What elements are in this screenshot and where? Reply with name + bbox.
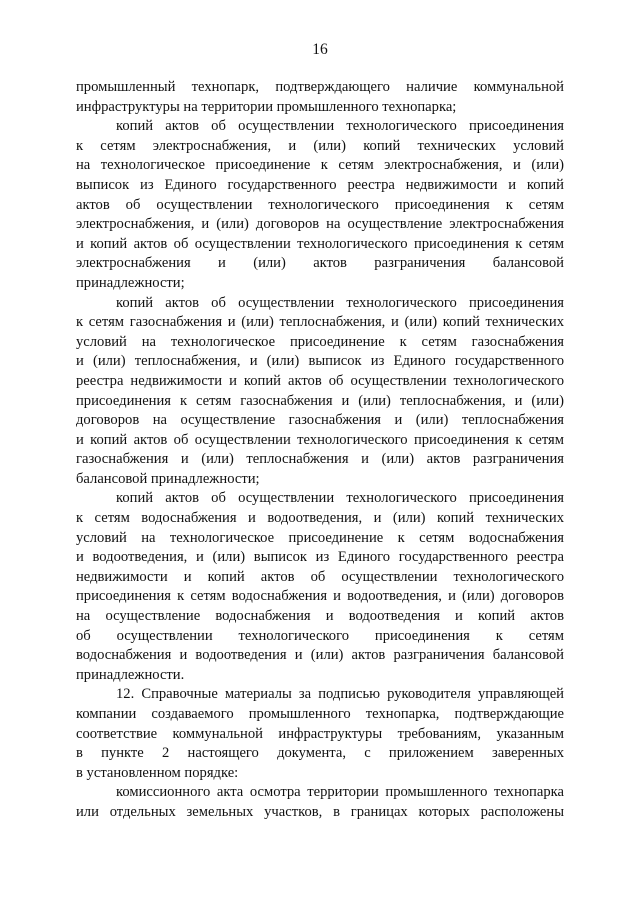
text-line: и водоотведения, и (или) выписок из Единого государственного реестра <box>76 549 564 566</box>
text-line: или отдельных земельных участков, в границах которых расположены <box>76 803 564 820</box>
text-line: промышленный технопарк, подтверждающего наличие коммунальной <box>76 79 564 95</box>
text-line: и (или) теплоснабжения, и (или) выписок из Единого государственного <box>76 353 564 370</box>
text-line: соответствие коммунальной инфраструктуры требованиям, указанным <box>76 725 564 742</box>
text-line: к сетям водоснабжения и водоотведения, и (или) копий технических <box>76 510 564 527</box>
text-line: комиссионного акта осмотра территории промышленного технопарка <box>116 784 564 801</box>
text-line: инфраструктуры на территории промышленного технопарка; <box>76 98 457 115</box>
text-line: электроснабжения, и (или) договоров на осуществление электроснабжения <box>76 216 564 233</box>
text-line: договоров на осуществление газоснабжения и (или) теплоснабжения <box>76 412 564 429</box>
text-line: электроснабжения и (или) актов разграничения балансовой <box>76 255 564 272</box>
document-body <box>76 78 564 823</box>
text-line: и копий актов об осуществлении технологического присоединения к сетям <box>76 235 564 252</box>
text-line: условий на технологическое присоединение к сетям газоснабжения <box>76 333 564 350</box>
text-line: в установленном порядке: <box>76 764 239 781</box>
paragraph <box>76 78 564 117</box>
text-line: выписок из Единого государственного реестра недвижимости и копий <box>76 176 564 193</box>
text-line: к сетям электроснабжения, и (или) копий технических условий <box>76 137 564 154</box>
page-number: 16 <box>312 41 328 58</box>
text-line: присоединения к сетям газоснабжения и (или) теплоснабжения, и (или) <box>76 392 564 409</box>
text-line: на осуществление водоснабжения и водоотведения и копий актов <box>76 608 564 625</box>
text-line: копий актов об осуществлении технологического присоединения <box>116 294 564 311</box>
text-line: актов об осуществлении технологического присоединения к сетям <box>76 196 564 213</box>
text-line: недвижимости и копий актов об осуществлении технологического <box>76 568 564 585</box>
text-line: и копий актов об осуществлении технологического присоединения к сетям <box>76 431 564 448</box>
paragraph <box>76 117 564 293</box>
text-line: копий актов об осуществлении технологического присоединения <box>116 118 564 135</box>
text-line: балансовой принадлежности; <box>76 470 260 487</box>
paragraph <box>76 489 564 685</box>
text-line: водоснабжения и водоотведения и (или) актов разграничения балансовой <box>76 647 564 664</box>
text-line: компании создаваемого промышленного технопарка, подтверждающие <box>76 706 564 722</box>
text-line: к сетям газоснабжения и (или) теплоснабжения, и (или) копий технических <box>76 314 564 331</box>
paragraph <box>76 783 564 822</box>
text-line: принадлежности. <box>76 666 185 683</box>
text-line: в пункте 2 настоящего документа, с приложением заверенных <box>76 745 564 762</box>
text-line: присоединения к сетям водоснабжения и водоотведения, и (или) договоров <box>76 588 564 605</box>
text-line: на технологическое присоединение к сетям электроснабжения, и (или) <box>76 157 564 174</box>
text-line: условий на технологическое присоединение к сетям водоснабжения <box>76 529 564 546</box>
text-line: принадлежности; <box>76 274 185 291</box>
text-line: реестра недвижимости и копий актов об осуществлении технологического <box>76 372 564 389</box>
paragraph <box>76 685 564 783</box>
text-line: 12. Справочные материалы за подписью руководителя управляющей <box>116 686 564 703</box>
paragraph <box>76 294 564 490</box>
text-line: газоснабжения и (или) теплоснабжения и (или) актов разграничения <box>76 451 564 468</box>
text-line: об осуществлении технологического присоединения к сетям <box>76 627 564 644</box>
text-line: копий актов об осуществлении технологического присоединения <box>116 490 564 507</box>
